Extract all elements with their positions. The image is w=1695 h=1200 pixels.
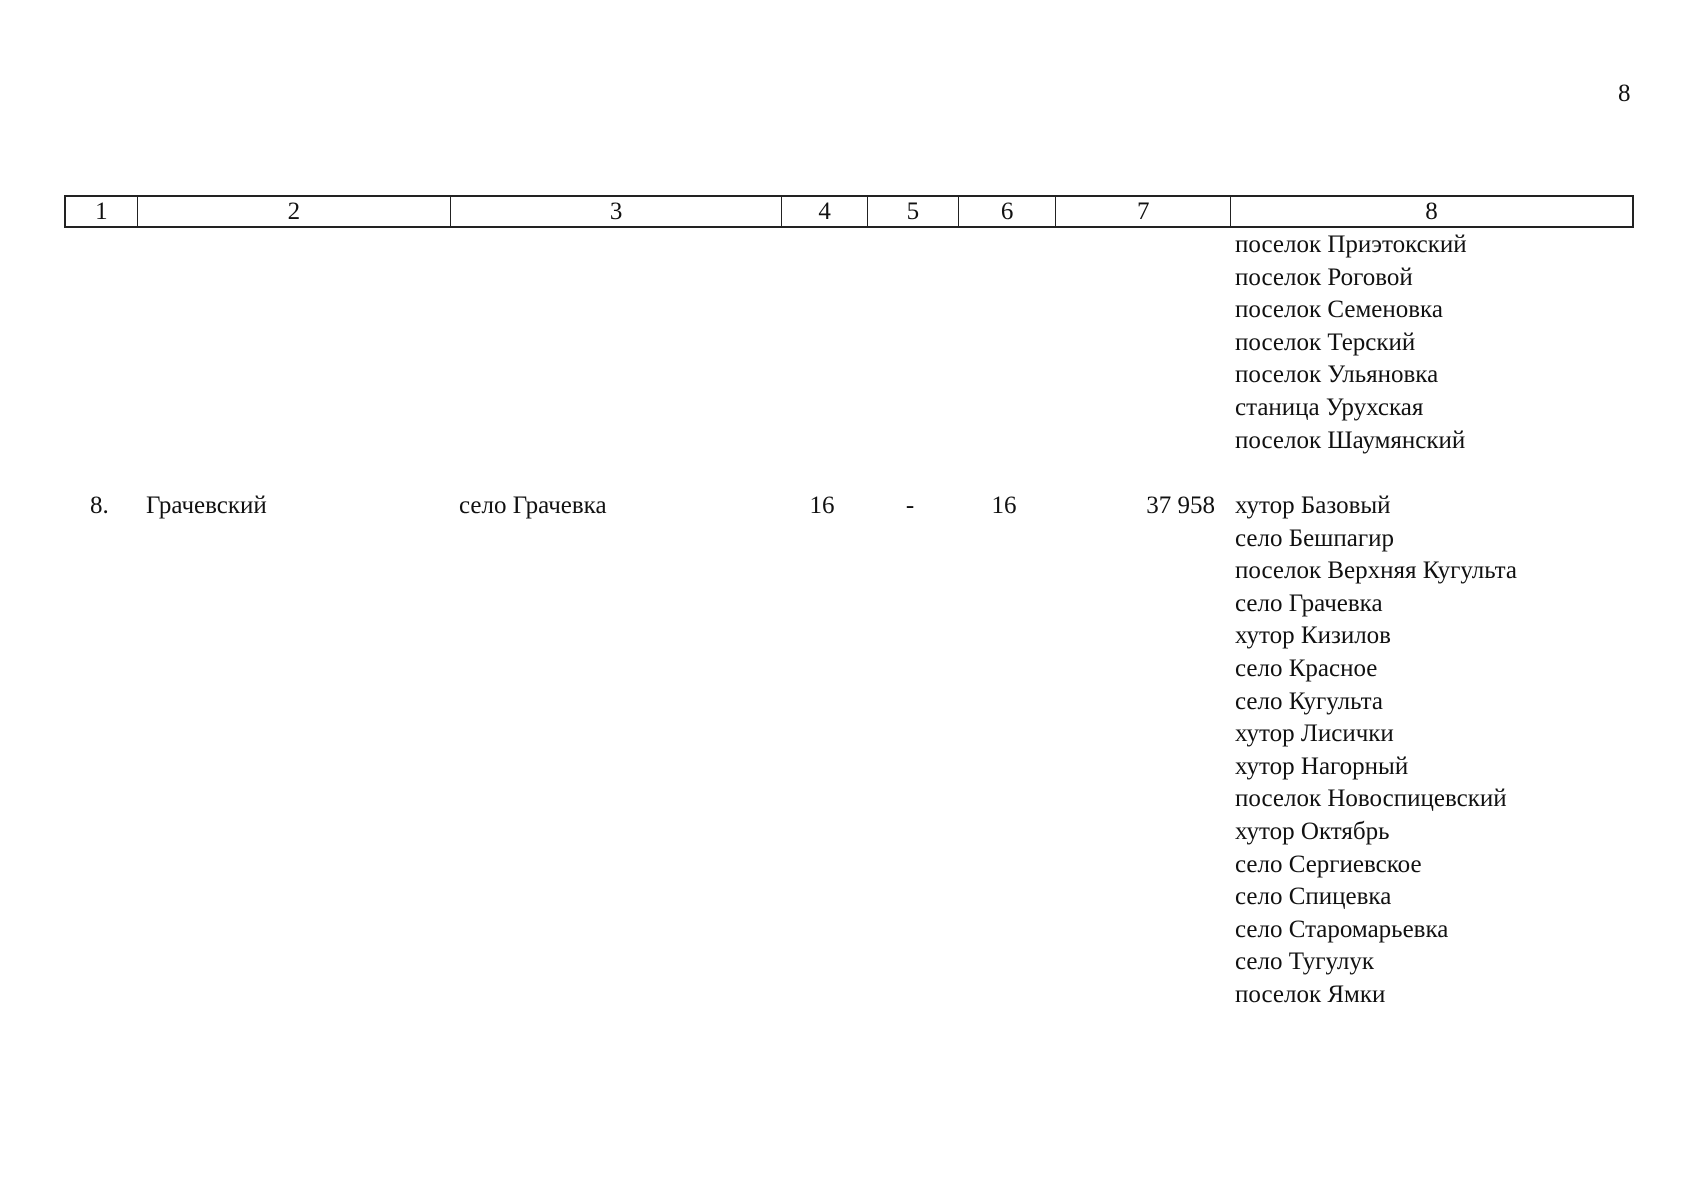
list-item: поселок Новоспицевский (1235, 785, 1507, 813)
list-item: хутор Лисички (1235, 720, 1394, 748)
header-col-1: 1 (66, 197, 138, 226)
continuation-settlement-list (1235, 229, 1467, 457)
header-col-8: 8 (1425, 198, 1438, 225)
list-item: хутор Кизилов (1235, 622, 1391, 650)
header-col-2: 2 (138, 197, 451, 226)
header-col-6: 6 (959, 197, 1057, 226)
header-col-7: 7 (1056, 197, 1231, 226)
list-item: поселок Приэтокский (1235, 231, 1467, 258)
list-item: село Грачевка (1235, 589, 1383, 617)
list-item: хутор Базовый (1235, 492, 1391, 519)
col-4-value: 16 (809, 492, 835, 519)
row-number: 8. (90, 492, 109, 519)
list-item: хутор Октябрь (1235, 817, 1390, 845)
list-item: село Бешпагир (1235, 524, 1395, 552)
population-value: 37 958 (1146, 492, 1215, 519)
list-item: поселок Ямки (1235, 980, 1386, 1008)
header-col-3: 3 (451, 197, 782, 226)
header-col-5: 5 (868, 197, 959, 226)
list-item: село Красное (1235, 654, 1378, 682)
list-item: село Тугулук (1235, 948, 1375, 976)
col-5-value: - (905, 492, 915, 519)
list-item: поселок Семеновка (1235, 296, 1443, 324)
list-item: поселок Терский (1235, 328, 1416, 356)
list-item: село Кугульта (1235, 687, 1383, 715)
list-item: поселок Роговой (1235, 263, 1413, 291)
list-item: поселок Верхняя Кугульта (1235, 557, 1517, 585)
district-name: Грачевский (146, 492, 267, 519)
list-item: село Сергиевское (1235, 850, 1422, 878)
list-item: село Старомарьевка (1235, 915, 1449, 943)
list-item: поселок Шаумянский (1235, 426, 1466, 454)
administrative-center: село Грачевка (459, 492, 607, 519)
page-number: 8 (1618, 80, 1631, 107)
list-item: станица Урухская (1235, 393, 1424, 421)
list-item: село Спицевка (1235, 883, 1392, 911)
header-col-4: 4 (782, 197, 868, 226)
list-item: хутор Нагорный (1235, 752, 1409, 780)
table-header-row (64, 195, 1634, 228)
settlement-list (1235, 490, 1517, 1012)
col-6-value: 16 (991, 492, 1017, 519)
list-item: поселок Ульяновка (1235, 361, 1439, 389)
